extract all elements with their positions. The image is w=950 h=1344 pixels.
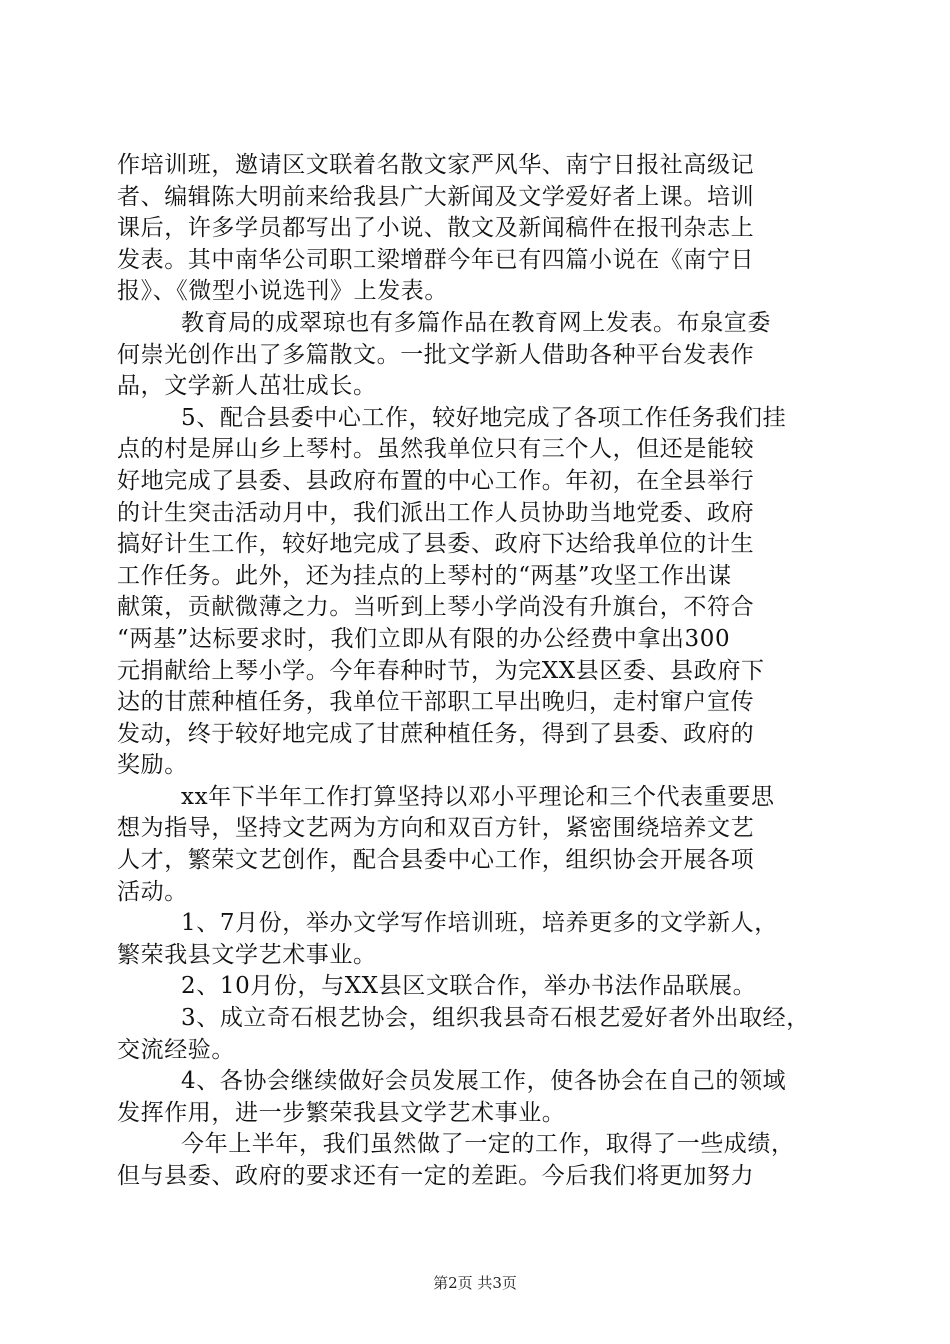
- paragraph-start-line: 4、各协会继续做好会员发展工作，使各协会在自己的领域: [181, 1068, 787, 1095]
- text-line: 奖励。: [117, 752, 188, 779]
- paragraph-start-line: 1、7月份，举办文学写作培训班，培养更多的文学新人，: [181, 910, 778, 937]
- text-line: 的计生突击活动月中，我们派出工作人员协助当地党委、政府: [117, 499, 755, 526]
- text-line: 者、编辑陈大明前来给我县广大新闻及文学爱好者上课。培训: [117, 183, 755, 210]
- paragraph-start-line: 5、配合县委中心工作，较好地完成了各项工作任务我们挂: [181, 404, 787, 431]
- text-line: 人才，繁荣文艺创作，配合县委中心工作，组织协会开展各项: [117, 847, 755, 874]
- paragraph-start-line: 今年上半年，我们虽然做了一定的工作，取得了一些成绩，: [181, 1131, 795, 1158]
- document-body: [117, 150, 833, 1193]
- text-line: 搞好计生工作，较好地完成了县委、政府下达给我单位的计生: [117, 531, 755, 558]
- text-line: 何崇光创作出了多篇散文。一批文学新人借助各种平台发表作: [117, 341, 755, 368]
- text-line: 达的甘蔗种植任务，我单位干部职工早出晚归，走村窜户宣传: [117, 689, 755, 716]
- text-line: 想为指导，坚持文艺两为方向和双百方针，紧密围绕培养文艺: [117, 815, 755, 842]
- text-line: 发挥作用，进一步繁荣我县文学艺术事业。: [117, 1099, 566, 1126]
- text-line: 作培训班，邀请区文联着名散文家严风华、南宁日报社高级记: [117, 152, 755, 178]
- text-line: 交流经验。: [117, 1036, 235, 1063]
- text-line: 元捐献给上琴小学。今年春种时节，为完XX县区委、县政府下: [117, 657, 765, 684]
- text-line: 报》、《微型小说选刊》上发表。: [117, 278, 448, 305]
- text-line: 课后，许多学员都写出了小说、散文及新闻稿件在报刊杂志上: [117, 215, 755, 242]
- text-line: 献策，贡献微薄之力。当听到上琴小学尚没有升旗台，不符合: [117, 594, 755, 621]
- text-line: 点的村是屏山乡上琴村。虽然我单位只有三个人，但还是能较: [117, 436, 755, 463]
- text-line: 工作任务。此外，还为挂点的上琴村的“两基”攻坚工作出谋: [117, 562, 732, 589]
- text-line: 繁荣我县文学艺术事业。: [117, 941, 377, 968]
- paragraph-start-line: 教育局的成翠琼也有多篇作品在教育网上发表。布泉宣委: [181, 309, 771, 336]
- text-line: 发表。其中南华公司职工梁增群今年已有四篇小说在《南宁日: [117, 246, 755, 273]
- text-line: 好地完成了县委、县政府布置的中心工作。年初，在全县举行: [117, 467, 755, 494]
- text-line: “两基”达标要求时，我们立即从有限的办公经费中拿出300: [117, 625, 731, 652]
- text-line: 但与县委、政府的要求还有一定的差距。今后我们将更加努力: [117, 1163, 755, 1189]
- paragraph-start-line: 2、10月份，与XX县区文联合作，举办书法作品联展。: [181, 973, 757, 1000]
- paragraph-start-line: xx年下半年工作打算坚持以邓小平理论和三个代表重要思: [181, 783, 775, 810]
- text-line: 活动。: [117, 878, 188, 905]
- text-line: 发动，终于较好地完成了甘蔗种植任务，得到了县委、政府的: [117, 720, 755, 747]
- paragraph-start-line: 3、成立奇石根艺协会，组织我县奇石根艺爱好者外出取经，: [181, 1005, 810, 1032]
- page-footer: 第2页 共3页: [433, 1274, 517, 1292]
- text-line: 品，文学新人茁壮成长。: [117, 373, 377, 400]
